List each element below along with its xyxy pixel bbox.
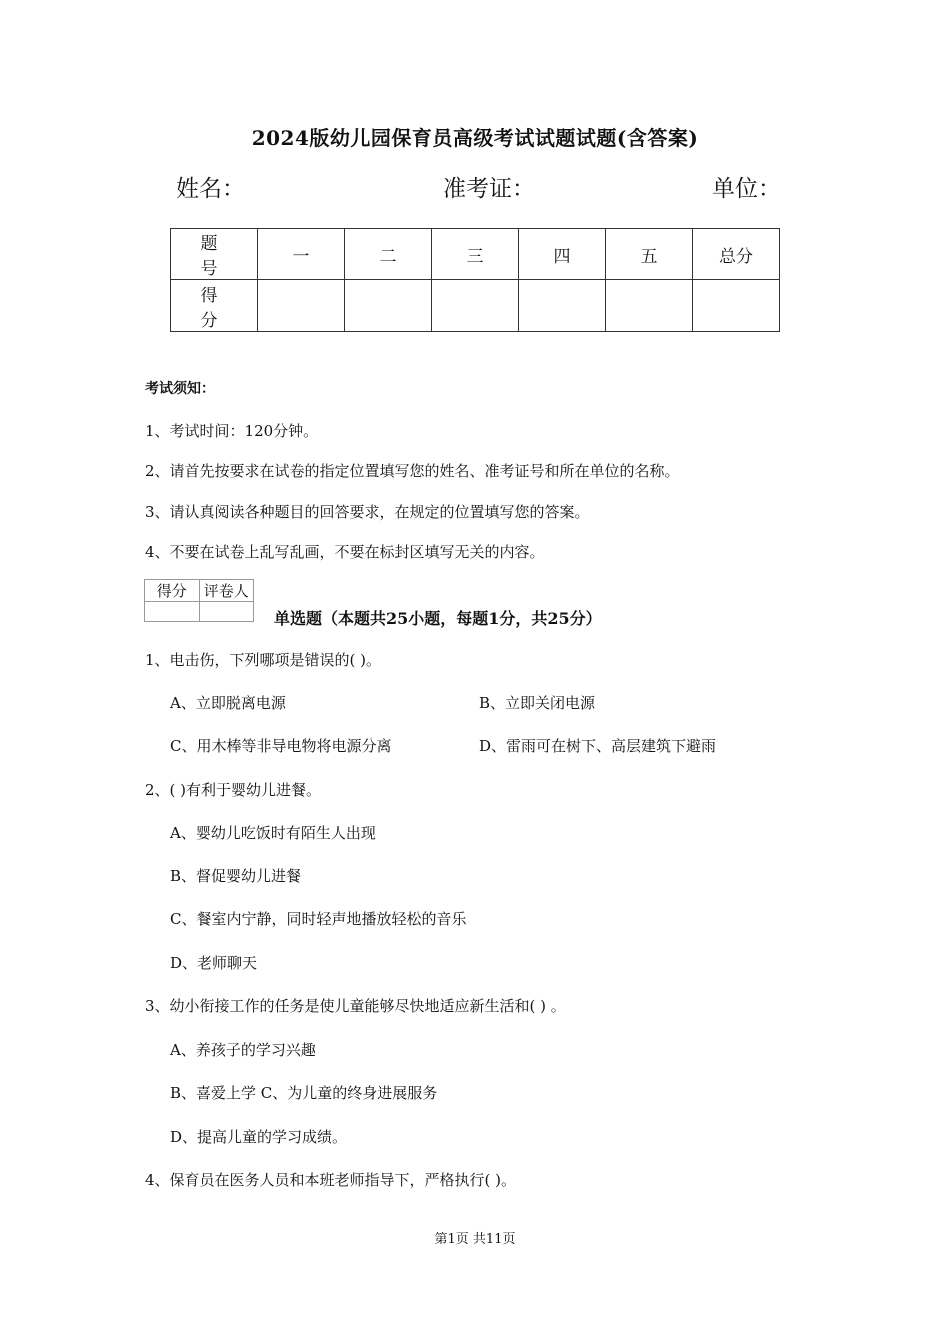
question-option: B、喜爱上学 C、为儿童的终身进展服务 [170,1084,438,1102]
score-table-column: 四 [519,229,606,280]
question-option: D、提高儿童的学习成绩。 [170,1128,348,1146]
grader-table-grader-label: 评卷人 [199,580,254,602]
question-option: D、雷雨可在树下、高层建筑下避雨 [479,737,717,755]
question-option: B、立即关闭电源 [479,694,596,712]
question-option: C、用木棒等非导电物将电源分离 [170,737,392,755]
score-table-column: 三 [432,229,519,280]
score-table-column: 五 [606,229,693,280]
question-option: C、餐室内宁静，同时轻声地播放轻松的音乐 [170,910,467,928]
score-cell[interactable] [432,280,519,332]
question-option: A、立即脱离电源 [170,694,286,712]
exam-id-field-label: 准考证： [443,176,535,202]
notice-item: 4、不要在试卷上乱写乱画，不要在标封区填写无关的内容。 [145,543,545,561]
unit-field-label: 单位： [712,176,781,202]
page-footer: 第1页 共11页 [434,1232,516,1247]
document-title: 2024版幼儿园保育员高级考试试题试题(含答案) [251,126,699,150]
notice-title: 考试须知： [145,381,215,397]
question-stem: 3、幼小衔接工作的任务是使儿童能够尽快地适应新生活和( ) 。 [145,997,566,1015]
score-table-column: 一 [258,229,345,280]
grader-table [144,579,254,622]
score-table-header-label: 题 号 [171,229,258,280]
score-cell[interactable] [258,280,345,332]
score-cell[interactable] [519,280,606,332]
score-table-row-label: 得 分 [171,280,258,332]
score-cell[interactable] [345,280,432,332]
question-option: A、婴幼儿吃饭时有陌生人出现 [170,824,376,842]
score-cell[interactable] [693,280,780,332]
score-table [170,228,780,332]
question-option: A、养孩子的学习兴趣 [170,1041,316,1059]
grader-name-cell[interactable] [199,602,254,622]
section-title: 单选题（本题共25小题，每题1分，共25分） [274,609,602,628]
score-cell[interactable] [606,280,693,332]
question-stem: 2、( )有利于婴幼儿进餐。 [145,781,322,799]
grader-table-score-label: 得分 [145,580,200,602]
grader-score-cell[interactable] [145,602,200,622]
question-stem: 1、电击伤，下列哪项是错误的( )。 [145,651,382,669]
score-table-column: 总分 [693,229,780,280]
name-field-label: 姓名： [176,176,245,202]
notice-item: 3、请认真阅读各种题目的回答要求，在规定的位置填写您的答案。 [145,503,590,521]
question-stem: 4、保育员在医务人员和本班老师指导下，严格执行( )。 [145,1171,517,1189]
notice-item: 2、请首先按要求在试卷的指定位置填写您的姓名、准考证号和所在单位的名称。 [145,462,680,480]
notice-item: 1、考试时间：120分钟。 [145,422,319,440]
question-option: D、老师聊天 [170,954,258,972]
question-option: B、督促婴幼儿进餐 [170,867,302,885]
score-table-column: 二 [345,229,432,280]
